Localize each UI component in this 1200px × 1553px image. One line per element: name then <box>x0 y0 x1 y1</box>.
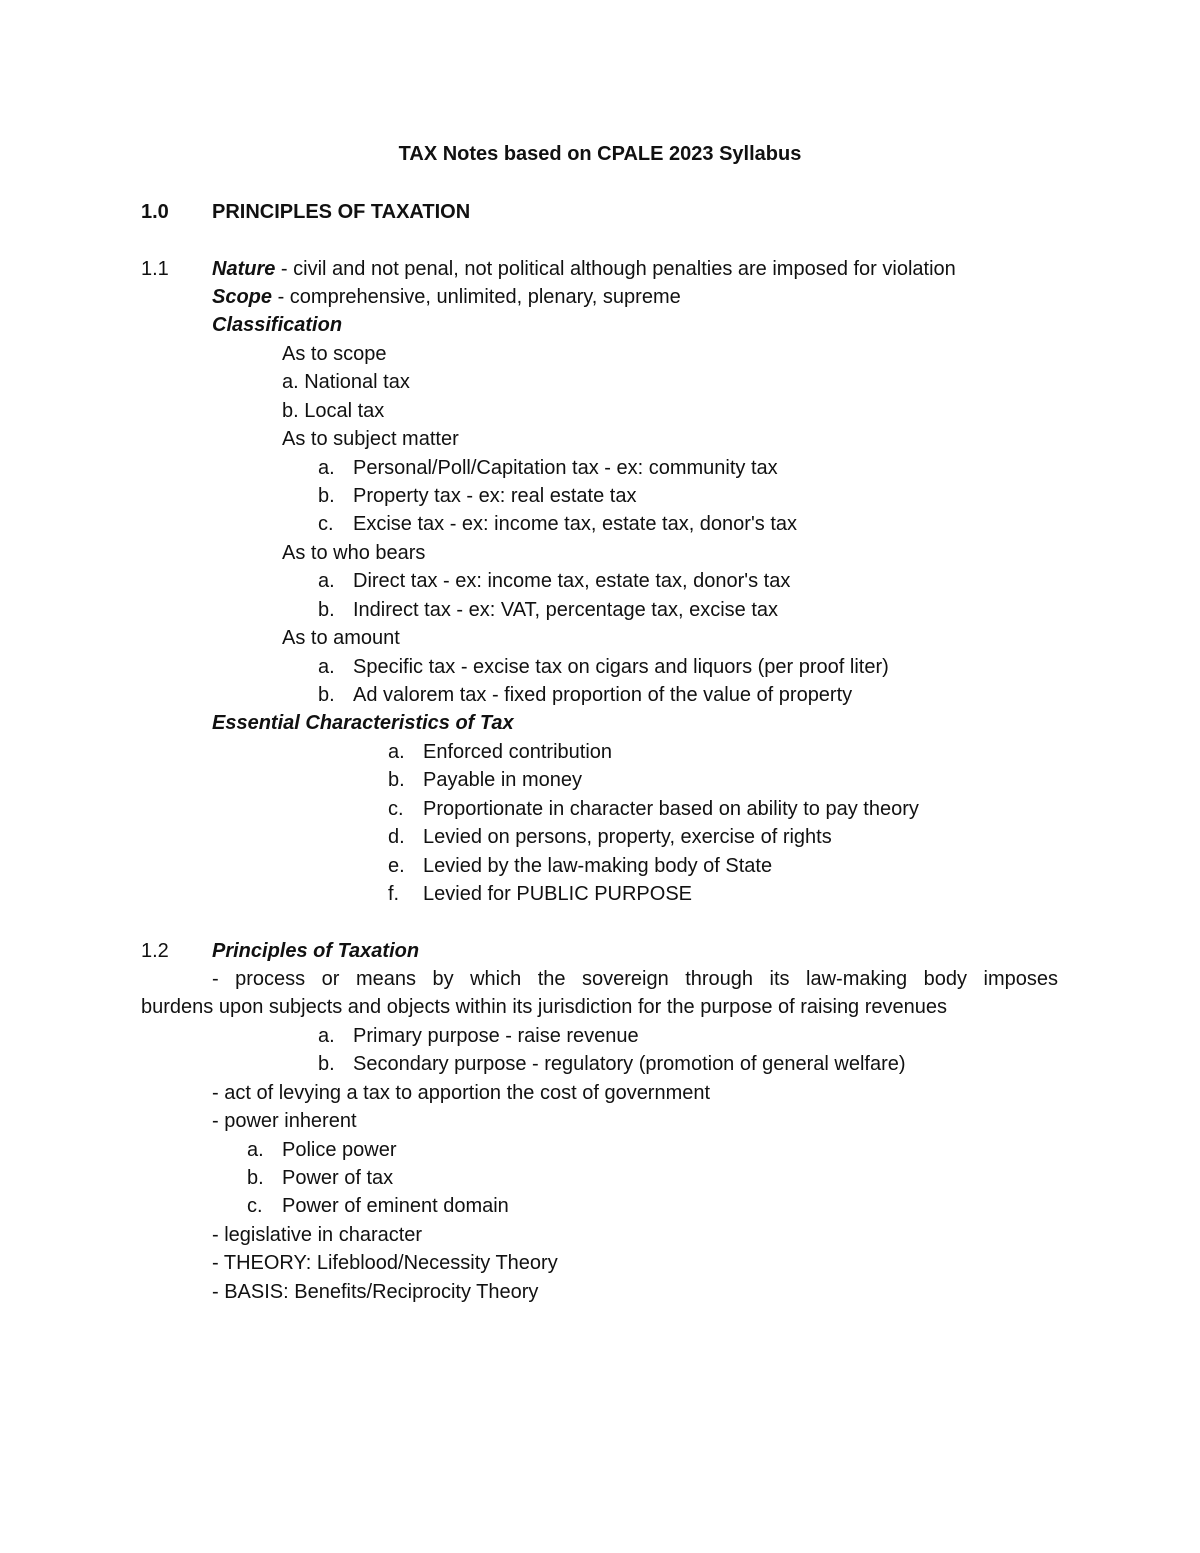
list-item: Power of eminent domain <box>282 1195 509 1217</box>
list-marker: a. <box>388 741 405 763</box>
list-marker: a. <box>318 570 335 592</box>
list-item: Property tax - ex: real estate tax <box>353 485 637 507</box>
list-marker: b. <box>388 769 405 791</box>
classification-label-subject-matter: As to subject matter <box>282 428 459 450</box>
list-item: Indirect tax - ex: VAT, percentage tax, excise tax <box>353 599 779 621</box>
list-marker: c. <box>388 798 404 820</box>
list-item: a. National tax <box>282 371 410 393</box>
nature-line <box>212 257 956 281</box>
list-item: Enforced contribution <box>423 741 613 763</box>
section-number-1-2: 1.2 <box>141 940 169 962</box>
list-marker: b. <box>318 1053 335 1075</box>
list-marker: e. <box>388 855 405 877</box>
list-item: Power of tax <box>282 1167 394 1189</box>
list-marker: b. <box>247 1167 264 1189</box>
section-number-1-1: 1.1 <box>141 258 169 280</box>
section-heading-1-2: Principles of Taxation <box>212 940 420 962</box>
list-item: Secondary purpose - regulatory (promotion of general welfare) <box>353 1053 906 1075</box>
definition-line-2: burdens upon subjects and objects within its jurisdiction for the purpose of raising revenues <box>141 996 948 1018</box>
list-item: Payable in money <box>423 769 582 791</box>
nature-term: Nature <box>212 258 276 280</box>
list-marker: a. <box>318 1025 335 1047</box>
classification-heading: Classification <box>212 314 343 336</box>
list-item: Levied for PUBLIC PURPOSE <box>423 883 692 905</box>
classification-label-scope: As to scope <box>282 343 387 365</box>
list-marker: c. <box>318 513 334 535</box>
list-marker: f. <box>388 883 400 905</box>
legislative-line: - legislative in character <box>212 1224 423 1246</box>
list-item: Levied on persons, property, exercise of rights <box>423 826 832 848</box>
list-marker: c. <box>247 1195 263 1217</box>
apportion-line: - act of levying a tax to apportion the cost of government <box>212 1082 711 1104</box>
list-item: Direct tax - ex: income tax, estate tax, donor's tax <box>353 570 791 592</box>
definition-line-1: - process or means by which the sovereign through its law-making body imposes <box>212 968 1058 990</box>
scope-text: - comprehensive, unlimited, plenary, supreme <box>272 286 681 308</box>
theory-line: - THEORY: Lifeblood/Necessity Theory <box>212 1252 558 1274</box>
list-item: Personal/Poll/Capitation tax - ex: community tax <box>353 457 778 479</box>
scope-line <box>212 285 681 309</box>
document-title: TAX Notes based on CPALE 2023 Syllabus <box>398 143 802 165</box>
nature-text: - civil and not penal, not political although penalties are imposed for violation <box>275 258 956 280</box>
list-marker: b. <box>318 599 335 621</box>
list-marker: a. <box>247 1139 264 1161</box>
scope-term: Scope <box>212 286 273 308</box>
list-marker: b. <box>318 684 335 706</box>
section-number-1-0: 1.0 <box>141 201 169 223</box>
essential-characteristics-heading: Essential Characteristics of Tax <box>212 712 514 734</box>
power-inherent-line: - power inherent <box>212 1110 357 1132</box>
basis-line: - BASIS: Benefits/Reciprocity Theory <box>212 1281 539 1303</box>
list-item: Primary purpose - raise revenue <box>353 1025 639 1047</box>
list-item: b. Local tax <box>282 400 385 422</box>
list-item: Proportionate in character based on ability to pay theory <box>423 798 919 820</box>
list-item: Police power <box>282 1139 397 1161</box>
list-marker: d. <box>388 826 405 848</box>
list-marker: a. <box>318 656 335 678</box>
list-marker: b. <box>318 485 335 507</box>
list-item: Ad valorem tax - fixed proportion of the value of property <box>353 684 853 706</box>
classification-label-who-bears: As to who bears <box>282 542 426 564</box>
list-item: Specific tax - excise tax on cigars and liquors (per proof liter) <box>353 656 889 678</box>
classification-label-amount: As to amount <box>282 627 400 649</box>
list-item: Levied by the law-making body of State <box>423 855 773 877</box>
list-item: Excise tax - ex: income tax, estate tax, donor's tax <box>353 513 798 535</box>
section-heading-1-0: PRINCIPLES OF TAXATION <box>212 201 471 223</box>
list-marker: a. <box>318 457 335 479</box>
